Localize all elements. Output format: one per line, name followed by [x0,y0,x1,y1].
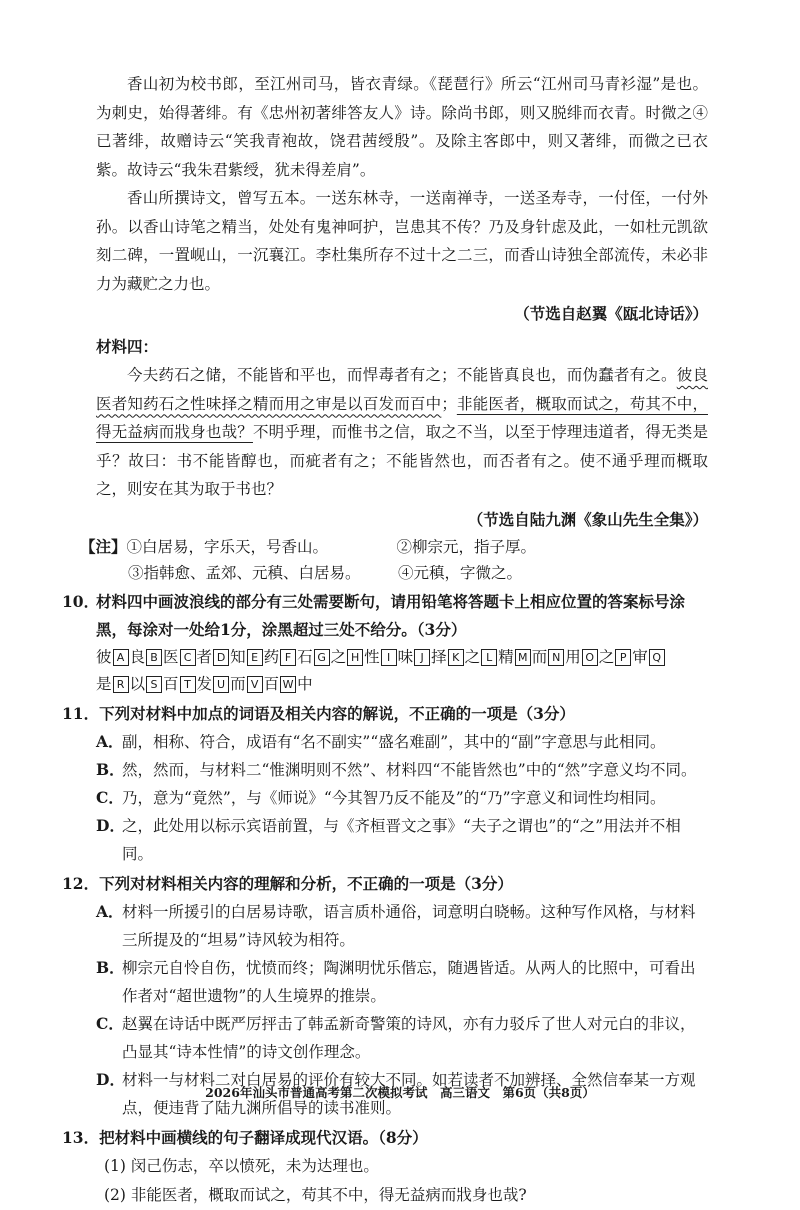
source-citation-3: （节选自赵翼《瓯北诗话》） [514,304,708,323]
answer-label-box: T [180,676,196,693]
sentence-char: 中 [297,675,313,693]
sentence-char: 彼 [96,648,112,666]
material-4-heading: 材料四： [96,336,159,356]
option-label: B． [96,958,125,977]
option-c [96,784,708,812]
answer-label-box: I [381,649,397,666]
notes [80,534,708,586]
question-11 [62,700,708,868]
question-stem: 下列对材料相关内容的理解和分析，不正确的一项是（3分） [99,874,513,893]
question-10 [62,588,708,698]
sentence-char: 择 [431,648,447,666]
question-stem: 把材料中画横线的句子翻译成现代汉语。（8分） [99,1128,428,1147]
sentence-char: 味 [397,648,414,666]
answer-label-box: M [515,649,531,666]
sentence-char: 以 [129,675,146,693]
answer-label-box: K [448,649,464,666]
question-stem: 下列对材料中加点的词语及相关内容的解说，不正确的一项是（3分） [99,704,575,723]
question-number: 12． [62,874,100,893]
sentence-char: 用 [565,648,581,666]
sentence-char: 而 [531,648,548,666]
material-4-part-c: 不明乎理，而惟书之信，取之不当，以至于悖理违道者，得无类是乎？故曰：书不能皆醇也，而疵者有之；不能皆然也，而否者有之。使不通乎理而概取之，则安在其为取于书也？ [96,423,708,498]
sentence-char: 是 [96,675,112,693]
answer-label-box: G [314,649,330,666]
answer-label-box: N [548,649,564,666]
option-label: A． [96,902,124,921]
option-c [96,1010,708,1066]
answer-label-box: W [280,676,296,693]
option-label: A． [96,732,124,751]
sentence-char: 发 [196,675,213,693]
answer-label-box: C [180,649,196,666]
underlined-sentence: 非能医者，概取而试之，苟其不中，得无益病而戕身也哉？ [96,394,708,441]
sentence-char: 良 [129,648,146,666]
question-stem: 材料四中画波浪线的部分有三处需要断句，请用铅笔将答题卡上相应位置的答案标号涂黑，每涂对一处给1分，涂黑超过三处不给分。（3分） [96,592,686,639]
option-text: 然，然而，与材料二“惟渊明则不然”、材料四“不能皆然也”中的“然”字意义均不同。 [122,761,697,779]
option-text: 之，此处用以标示宾语前置，与《齐桓晋文之事》“夫子之谓也”的“之”用法并不相同。 [122,817,681,863]
answer-label-box: U [213,676,229,693]
sentence-char: 百 [163,675,179,693]
option-label: D． [96,816,125,835]
answer-label-line-2 [96,671,708,698]
question-number: 13． [62,1128,100,1147]
sentence-char: 之 [464,648,481,666]
option-label: C． [96,788,124,807]
question-number: 11． [62,704,100,723]
option-text: 柳宗元自怜自伤，忧愤而终；陶渊明忧乐偕忘，随遇皆适。从两人的比照中，可看出作者对“超世遗物”的人生境界的推崇。 [122,959,696,1005]
translation-item-2: (2) 非能医者，概取而试之，苟其不中，得无益病而戕身也哉? [104,1186,527,1204]
material-4-sep: ； [441,394,457,413]
option-text: 乃，意为“竟然”，与《师说》“今其智乃反不能及”的“乃”字意义和词性均相同。 [122,789,666,807]
sentence-char: 药 [263,648,280,666]
sentence-char: 知 [230,648,246,666]
sentence-char: 之 [598,648,615,666]
answer-label-box: L [481,649,497,666]
option-label: C． [96,1014,124,1033]
sentence-char: 医 [163,648,179,666]
answer-label-box: F [280,649,296,666]
translation-item-1: (1) 闵己伤志，卒以愤死，未为达理也。 [104,1157,379,1175]
answer-label-box: J [414,649,430,666]
question-number: 10． [62,592,100,611]
answer-label-box: O [582,649,598,666]
answer-label-box: Q [649,649,665,666]
answer-label-box: A [113,649,129,666]
source-citation-4: （节选自陆九渊《象山先生全集》） [467,509,708,529]
option-a [96,728,708,756]
answer-label-box: B [146,649,162,666]
option-label: D． [96,1070,125,1089]
sentence-char: 性 [364,648,380,666]
sentence-char: 者 [196,648,213,666]
option-text: 材料一与材料二对白居易的评价有较大不同。如若读者不加辨择、全然信奉某一方观点，便违背了陆九渊所倡导的读书准则。 [122,1071,696,1117]
answer-label-box: P [615,649,631,666]
sentence-char: 石 [297,648,313,666]
question-13 [62,1124,708,1210]
sentence-char: 审 [632,648,648,666]
note-2: ②柳宗元，指子厚。 [396,538,537,556]
option-d [96,812,708,868]
option-text: 赵翼在诗话中既严厉抨击了韩孟新奇警策的诗风，亦有力驳斥了世人对元白的非议，凸显其“诗本性情”的诗文创作理念。 [122,1015,696,1061]
sentence-char: 而 [230,675,246,693]
option-text: 材料一所援引的白居易诗歌，语言质朴通俗，词意明白晓畅。这种写作风格，与材料三所提及的“坦易”诗风较为相符。 [122,903,696,949]
page-footer: 2026年汕头市普通高考第二次模拟考试 高三语文 第6页（共8页） [205,1085,595,1100]
note-label: 【注】 [80,537,127,556]
option-text: 副，相称、符合，成语有“名不副实”“盛名难副”，其中的“副”字意思与此相同。 [122,733,666,751]
paragraph-xiangshan-copies: 香山所撰诗文，曾写五本。一送东林寺，一送南禅寺，一送圣寿寺，一付侄，一付外孙。以香山诗笔之精当，处处有鬼神呵护，岂患其不传？乃及身针虑及此，一如杜元凯欲刻二碑，一置岘山，一沉襄江。李杜集所存不过十之二三，而香山诗独全部流传，未必非力为藏贮之力也。 [96,189,708,293]
answer-label-box: E [247,649,263,666]
answer-label-box: V [247,676,263,693]
material-4-part-a: 今夫药石之储，不能皆和平也，而悍毒者有之；不能皆真良也，而伪蠢者有之。 [127,366,677,384]
note-4: ④元稹，字微之。 [398,564,523,582]
option-b [96,756,708,784]
answer-label-line-1 [96,644,708,671]
sentence-char: 精 [498,648,514,666]
note-3: ③指韩愈、孟郊、元稹、白居易。 [128,564,361,582]
answer-label-box: D [213,649,229,666]
sentence-char: 百 [263,675,280,693]
option-a [96,898,708,954]
material-4-text [96,361,708,504]
note-1: ①白居易，字乐天，号香山。 [126,538,329,556]
answer-label-box: R [113,676,129,693]
paragraph-xiangshan-robe: 香山初为校书郎，至江州司马，皆衣青绿。《琵琶行》所云“江州司马青衫湿”是也。为刺史，始得著绯。有《忠州初著绯答友人》诗。除尚书郎，则又脱绯而衣青。时微之④已著绯，故赠诗云“笑我青袍故，饶君茜绶殷”。及除主客郎中，则又著绯，而微之已衣紫。故诗云“我朱君紫绶，犹未得差肩”。 [96,75,708,179]
option-label: B． [96,760,125,779]
option-b [96,954,708,1010]
document-page [62,70,708,1210]
answer-label-box: S [146,676,162,693]
sentence-char: 之 [330,648,347,666]
answer-label-box: H [347,649,363,666]
wavy-underlined-sentence: 彼良医者知药石之性味择之精而用之审是以百发而百中 [96,366,708,413]
